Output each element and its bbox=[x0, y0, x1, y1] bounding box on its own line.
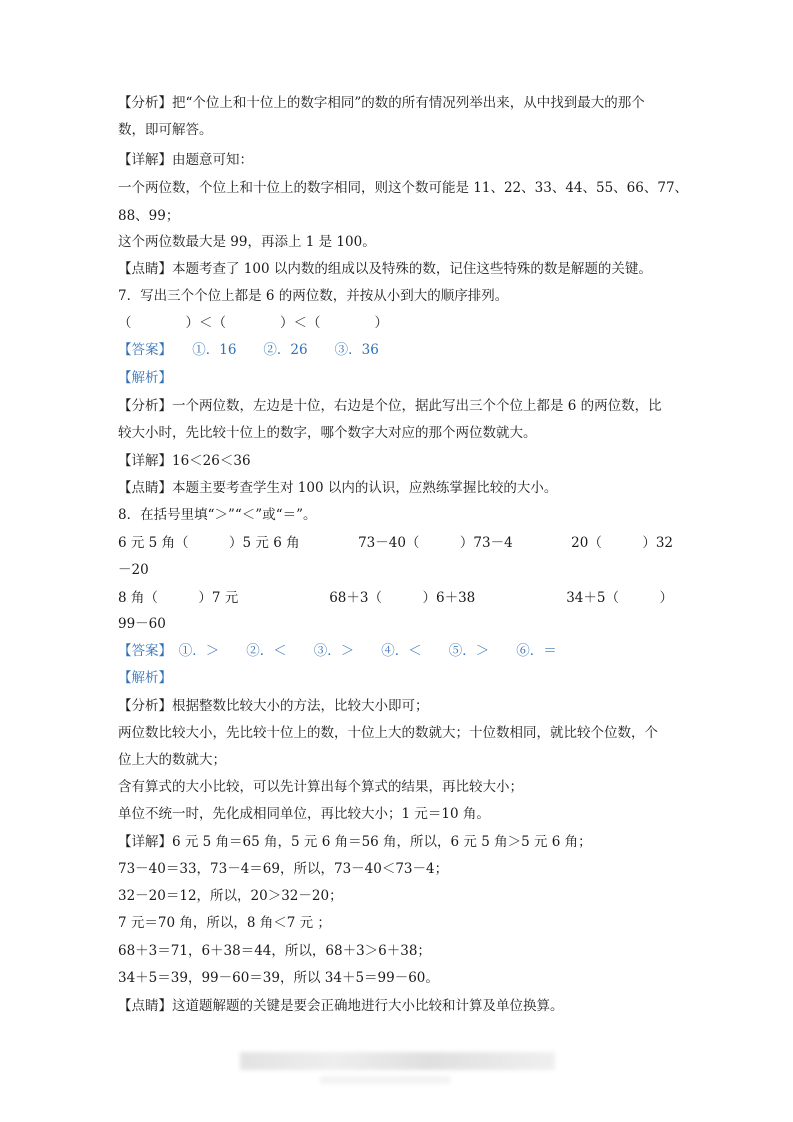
blurred-footer-watermark bbox=[320, 1076, 450, 1084]
blurred-footer-watermark bbox=[240, 1052, 555, 1070]
analysis-line: 【分析】根据整数比较大小的方法，比较大小即可； bbox=[118, 698, 429, 714]
question-8-row-1-wrap: －20 bbox=[118, 562, 149, 578]
comparison-item: 73－40（ ）73－4 bbox=[358, 535, 513, 551]
explanation-heading: 【解析】 bbox=[118, 670, 172, 686]
comment-line: 【点睛】这道题解题的关键是要会正确地进行大小比较和计算及单位换算。 bbox=[118, 998, 564, 1014]
detail-line: 73－40＝33，73－4＝69，所以，73－40＜73－4； bbox=[118, 861, 449, 877]
question-7-blanks: （ ）＜（ ）＜（ ） bbox=[118, 315, 388, 331]
detail-line: 【详解】6 元 5 角＝65 角，5 元 6 角＝56 角，所以，6 元 5 角＞5 元 6 角； bbox=[118, 834, 592, 850]
question-8-row-2 bbox=[118, 588, 673, 608]
question-8-row-2-wrap: 99－60 bbox=[118, 616, 166, 632]
answer-line: 【答案】 ①．16 ②．26 ③．36 bbox=[118, 342, 379, 358]
question-7: 7．写出三个个位上都是 6 的两位数，并按从小到大的顺序排列。 bbox=[118, 288, 509, 304]
comparison-item: 68＋3（ ）6＋38 bbox=[329, 590, 476, 606]
explanation-heading: 【解析】 bbox=[118, 370, 172, 386]
detail-line: 【详解】由题意可知： bbox=[118, 152, 253, 168]
detail-line: 88、99； bbox=[118, 208, 180, 224]
comparison-item: 8 角（ ）7 元 bbox=[118, 590, 239, 606]
detail-line: 这个两位数最大是 99，再添上 1 是 100。 bbox=[118, 234, 376, 250]
question-8: 8．在括号里填“＞”“＜”或“＝”。 bbox=[118, 507, 317, 523]
detail-line: 34＋5＝39，99－60＝39，所以 34＋5＝99－60。 bbox=[118, 970, 439, 986]
analysis-line: 含有算式的大小比较，可以先计算出每个算式的结果，再比较大小； bbox=[118, 779, 523, 795]
analysis-line: 单位不统一时，先化成相同单位，再比较大小；1 元＝10 角。 bbox=[118, 806, 490, 822]
detail-line: 68＋3＝71，6＋38＝44，所以，68＋3＞6＋38； bbox=[118, 943, 431, 959]
comparison-item: 34＋5（ ） bbox=[566, 590, 673, 606]
answer-line: 【答案】 ①．＞ ②．＜ ③．＞ ④．＜ ⑤．＞ ⑥．＝ bbox=[118, 643, 557, 659]
detail-line: 32－20＝12，所以，20＞32－20； bbox=[118, 888, 343, 904]
analysis-line: 【分析】把“个位上和十位上的数字相同”的数的所有情况列举出来，从中找到最大的那个 bbox=[118, 95, 645, 111]
comment-line: 【点睛】本题主要考查学生对 100 以内的认识，应熟练掌握比较的大小。 bbox=[118, 480, 558, 496]
detail-line: 7 元＝70 角，所以，8 角＜7 元 ； bbox=[118, 915, 331, 931]
detail-line: 【详解】16＜26＜36 bbox=[118, 453, 251, 469]
analysis-line: 两位数比较大小，先比较十位上的数，十位上大的数就大；十位数相同，就比较个位数，个 bbox=[118, 725, 658, 741]
analysis-line: 位上大的数就大； bbox=[118, 752, 226, 768]
analysis-line: 【分析】一个两位数，左边是十位，右边是个位，据此写出三个个位上都是 6 的两位数，比 bbox=[118, 398, 662, 414]
comment-line: 【点睛】本题考查了 100 以内数的组成以及特殊的数，记住这些特殊的数是解题的关键。 bbox=[118, 261, 652, 277]
comparison-item: 6 元 5 角（ ）5 元 6 角 bbox=[118, 535, 300, 551]
analysis-line: 较大小时，先比较十位上的数字，哪个数字大对应的那个两位数就大。 bbox=[118, 425, 537, 441]
analysis-line: 数，即可解答。 bbox=[118, 122, 213, 138]
detail-line: 一个两位数，个位上和十位上的数字相同，则这个数可能是 11、22、33、44、55、66、77、 bbox=[118, 180, 689, 196]
question-8-row-1 bbox=[118, 533, 673, 553]
comparison-item: 20（ ）32 bbox=[571, 535, 673, 551]
